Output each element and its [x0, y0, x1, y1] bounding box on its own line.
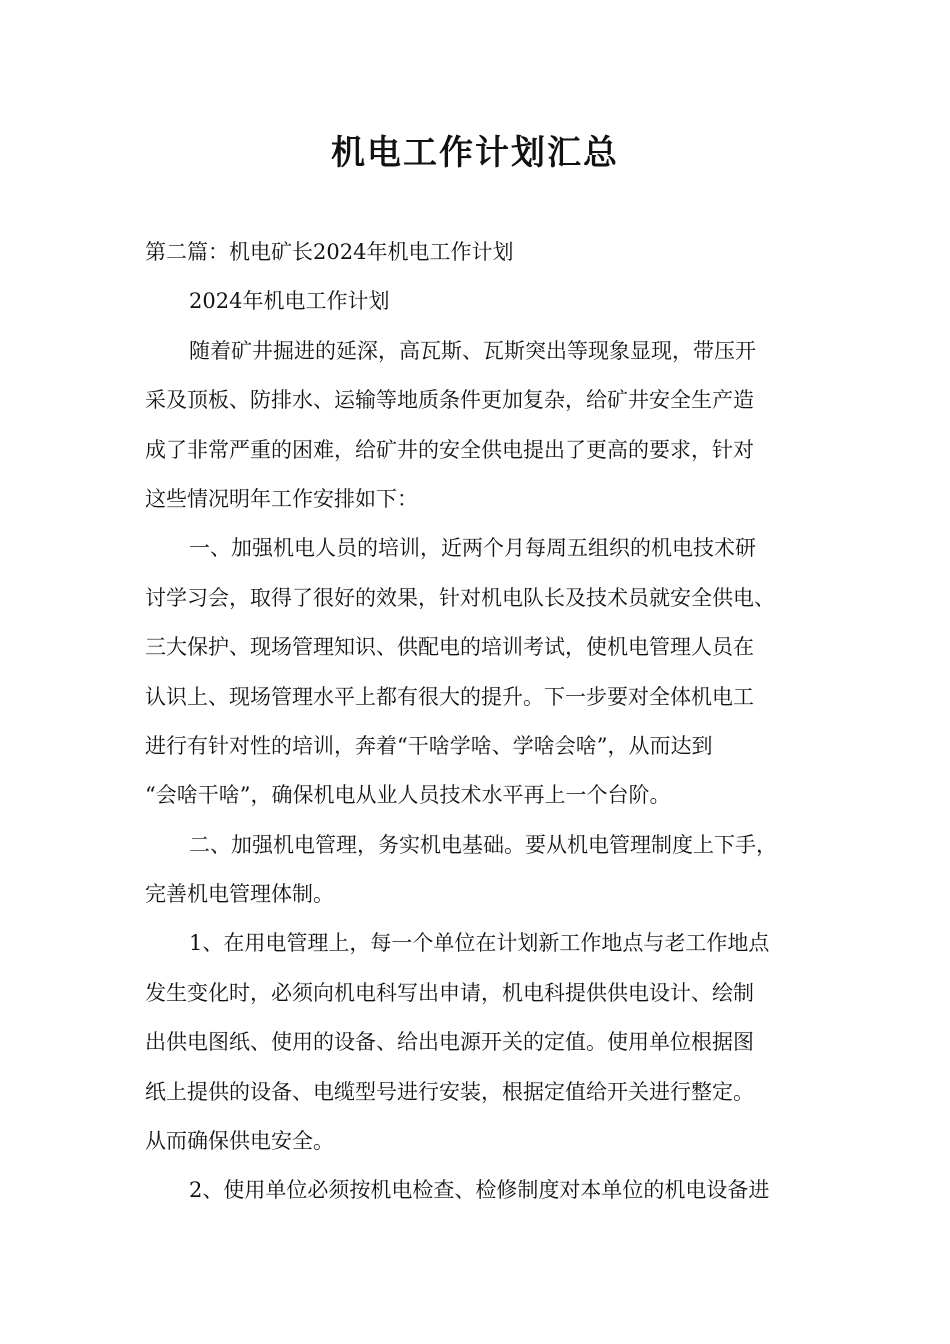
text-line: 成了非常严重的困难，给矿井的安全供电提出了更高的要求，针对 — [145, 437, 754, 462]
text-line: 发生变化时，必须向机电科写出申请，机电科提供供电设计、绘制 — [145, 980, 754, 1005]
text-line: 三大保护、现场管理知识、供配电的培训考试，使机电管理人员在 — [145, 635, 754, 660]
text-line: 二、加强机电管理，务实机电基础。要从机电管理制度上下手， — [189, 832, 777, 857]
text-line: 随着矿井掘进的延深，高瓦斯、瓦斯突出等现象显现，带压开 — [189, 338, 756, 363]
text-line: 2024年机电工作计划 — [189, 289, 390, 314]
text-line: 采及顶板、防排水、运输等地质条件更加复杂，给矿井安全生产造 — [145, 388, 754, 413]
text-line: 从而确保供电安全。 — [145, 1129, 334, 1154]
text-line: 2、使用单位必须按机电检查、检修制度对本单位的机电设备进 — [189, 1178, 770, 1203]
text-line: “会啥干啥”，确保机电从业人员技术水平再上一个台阶。 — [145, 783, 671, 808]
text-line: 一、加强机电人员的培训，近两个月每周五组织的机电技术研 — [189, 536, 756, 561]
text-line: 纸上提供的设备、电缆型号进行安装，根据定值给开关进行整定。 — [145, 1079, 754, 1104]
text-line: 这些情况明年工作安排如下： — [145, 486, 418, 511]
text-line: 第二篇：机电矿长2024年机电工作计划 — [145, 240, 514, 264]
text-line: 讨学习会，取得了很好的效果，针对机电队长及技术员就安全供电、 — [145, 585, 775, 610]
document-title: 机电工作计划汇总 — [331, 133, 619, 173]
text-line: 1、在用电管理上，每一个单位在计划新工作地点与老工作地点 — [189, 931, 770, 956]
text-line: 进行有针对性的培训，奔着“干啥学啥、学啥会啥”，从而达到 — [145, 733, 713, 758]
document-body — [145, 228, 815, 1216]
text-line: 出供电图纸、使用的设备、给出电源开关的定值。使用单位根据图 — [145, 1030, 754, 1055]
text-line: 完善机电管理体制。 — [145, 882, 334, 907]
text-line: 认识上、现场管理水平上都有很大的提升。下一步要对全体机电工 — [145, 684, 754, 709]
